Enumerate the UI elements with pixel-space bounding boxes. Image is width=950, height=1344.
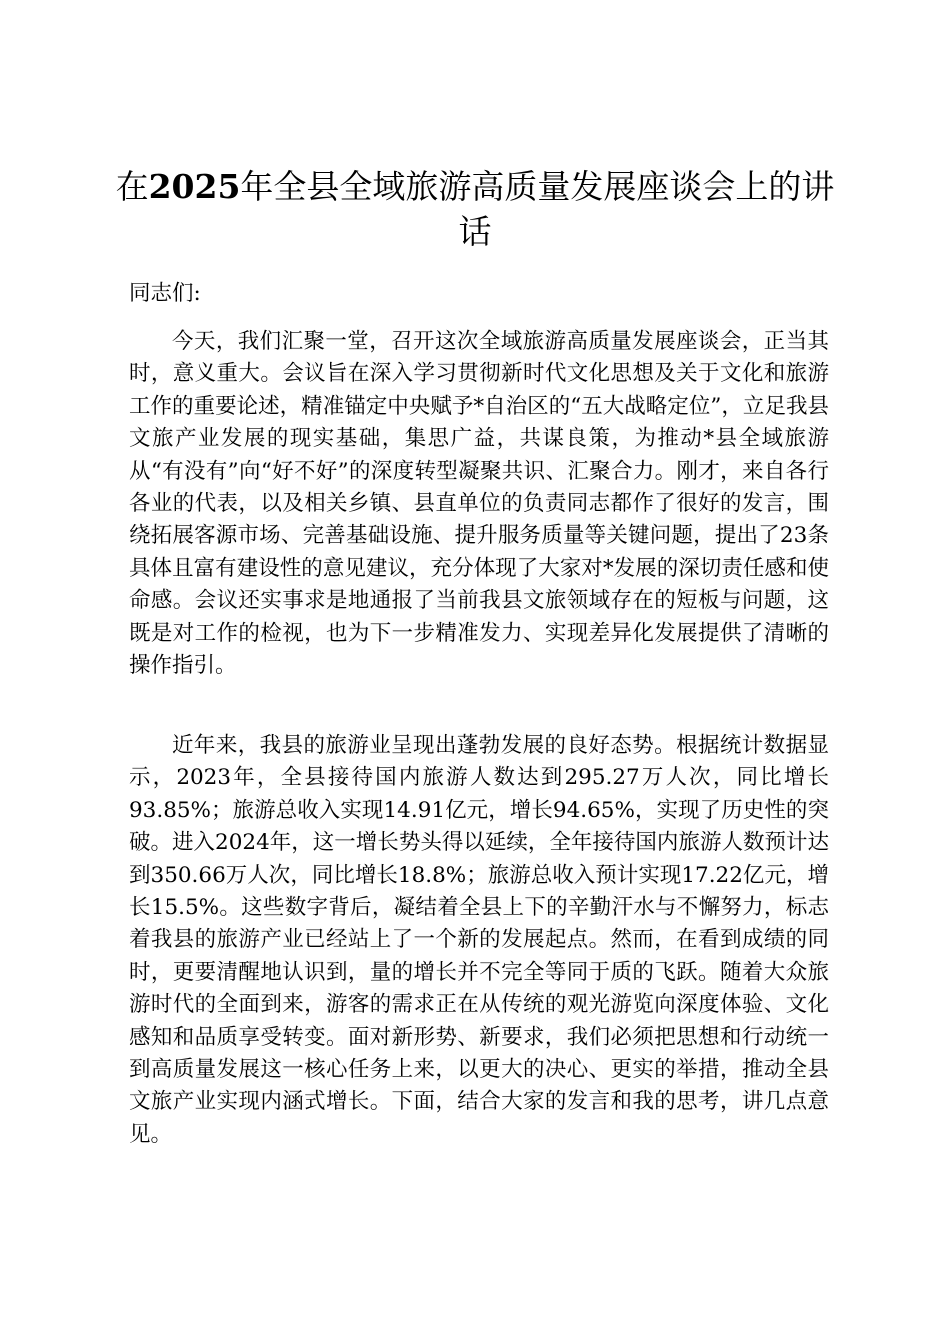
title-suffix: 年全县全域旅游高质量发展座谈会上的讲话	[240, 167, 835, 251]
paragraph-development: 近年来，我县的旅游业呈现出蓬勃发展的良好态势。根据统计数据显示，2023年，全县接待国内旅游人数达到295.27万人次，同比增长93.85%；旅游总收入实现14.91亿元，增长94.65%，实现了历史性的突破。进入2024年，这一增长势头得以延续，全年接待国内旅游人数预计达到350.66万人次，同比增长18.8%；旅游总收入预计实现17.22亿元，增长15.5%。这些数字背后，凝结着全县上下的辛勤汗水与不懈努力，标志着我县的旅游产业已经站上了一个新的发展起点。然而，在看到成绩的同时，更要清醒地认识到，量的增长并不完全等同于质的飞跃。随着大众旅游时代的全面到来，游客的需求正在从传统的观光游览向深度体验、文化感知和品质享受转变。面对新形势、新要求，我们必须把思想和行动统一到高质量发展这一核心任务上来，以更大的决心、更实的举措，推动全县文旅产业实现内涵式增长。下面，结合大家的发言和我的思考，讲几点意见。	[129, 733, 829, 1147]
title-prefix: 在	[115, 167, 149, 206]
salutation: 同志们:	[129, 281, 201, 306]
title-year: 2025	[148, 167, 241, 206]
paragraph-opening: 今天，我们汇聚一堂，召开这次全域旅游高质量发展座谈会，正当其时，意义重大。会议旨在深入学习贯彻新时代文化思想及关于文化和旅游工作的重要论述，精准锚定中央赋予*自治区的“五大战略定位”，立足我县文旅产业发展的现实基础，集思广益，共谋良策，为推动*县全域旅游从“有没有”向“好不好”的深度转型凝聚共识、汇聚合力。刚才，来自各行各业的代表，以及相关乡镇、县直单位的负责同志都作了很好的发言，围绕拓展客源市场、完善基础设施、提升服务质量等关键问题，提出了23条具体且富有建设性的意见建议，充分体现了大家对*发展的深切责任感和使命感。会议还实事求是地通报了当前我县文旅领域存在的短板与问题，这既是对工作的检视，也为下一步精准发力、实现差异化发展提供了清晰的操作指引。	[129, 329, 829, 679]
document-title	[100, 164, 850, 254]
